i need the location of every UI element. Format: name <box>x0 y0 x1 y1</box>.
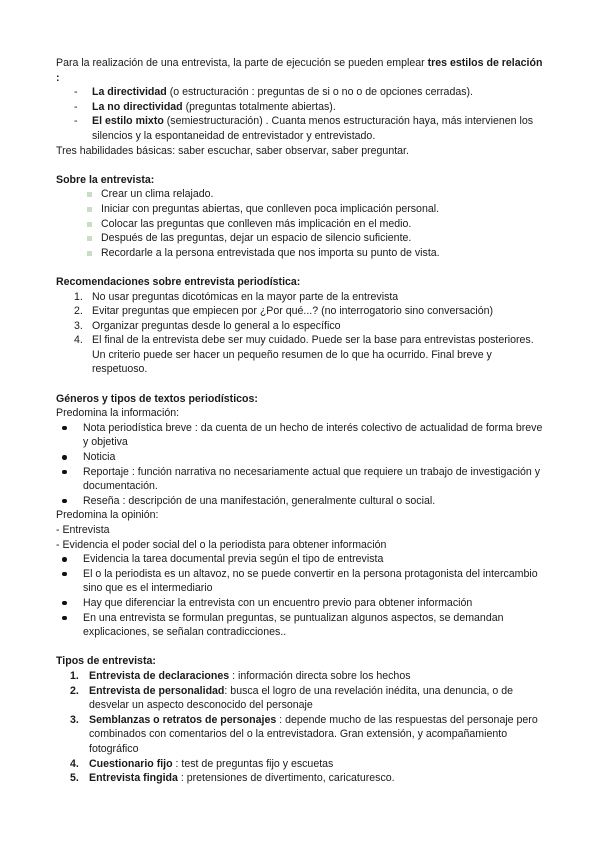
list-item: - La no directividad (preguntas totalmente abiertas). <box>74 100 336 113</box>
bullet-icon <box>62 426 67 431</box>
square-bullet-icon <box>87 222 92 227</box>
list-item: Reseña : descripción de una manifestación, generalmente cultural o social. <box>56 494 548 509</box>
list-item: Recordarle a la persona entrevistada que nos importa su punto de vista. <box>56 246 548 261</box>
list-item: Nota periodística breve : da cuenta de un hecho de interés colectivo de actualidad de forma breve y objetiva <box>56 421 548 450</box>
list-item: En una entrevista se formulan preguntas, se puntualizan algunos aspectos, se demandan explicaciones, se señalan contradicciones.. <box>56 611 548 640</box>
list-item: Después de las preguntas, dejar un espacio de silencio suficiente. <box>56 231 548 246</box>
list-item: Noticia <box>56 450 548 465</box>
list-item: 2. Entrevista de personalidad: busca el logro de una revelación inédita, una denuncia, o de desvelar un aspecto desconocido del personaje <box>70 684 514 712</box>
list-item: - La directividad (o estructuración : preguntas de si o no o de opciones cerradas). <box>74 86 473 99</box>
bullet-icon <box>62 499 67 504</box>
square-bullet-icon <box>87 192 92 197</box>
list-item: 2. Evitar preguntas que empiecen por ¿Por qué...? (no interrogatorio sino conversación) <box>74 305 494 318</box>
section-heading-tipos: Tipos de entrevista: <box>56 655 156 668</box>
list-item: - El estilo mixto (semiestructuración) . Cuanta menos estructuración haya, más intervienen los silencios y la espontaneidad de entrevistador y entrevistado. <box>74 115 534 142</box>
bullet-icon <box>62 601 67 606</box>
list-item: Colocar las preguntas que conlleven más implicación en el medio. <box>56 217 548 232</box>
list-item: 1. Entrevista de declaraciones : información directa sobre los hechos <box>70 669 411 682</box>
list-item: Iniciar con preguntas abiertas, que conlleven poca implicación personal. <box>56 202 548 217</box>
intro-bold: tres estilos de relación : <box>56 57 543 84</box>
sobre-list <box>56 187 548 260</box>
opinion-line: - Evidencia el poder social del o la periodista para obtener información <box>56 538 387 551</box>
recomendaciones-list <box>56 290 548 378</box>
opinion-line: - Entrevista <box>56 524 110 536</box>
list-item: Evidencia la tarea documental previa según el tipo de entrevista <box>56 552 548 567</box>
tipos-list <box>56 669 548 786</box>
info-list <box>56 421 548 509</box>
list-item: 5. Entrevista fingida : pretensiones de divertimento, caricaturesco. <box>70 772 395 785</box>
bullet-icon <box>62 572 67 577</box>
square-bullet-icon <box>87 236 92 241</box>
opinion-list <box>56 552 548 640</box>
opinion-label: Predomina la opinión: <box>56 509 159 522</box>
section-heading-recomendaciones: Recomendaciones sobre entrevista periodística: <box>56 275 301 288</box>
info-label: Predomina la información: <box>56 407 180 420</box>
bullet-icon <box>62 616 67 621</box>
list-item: 4. Cuestionario fijo : test de preguntas fijo y escuetas <box>70 757 334 770</box>
list-item: 3. Semblanzas o retratos de personajes : depende mucho de las respuestas del personaje pero combinados con comentarios del o la entrevistadora. Gran extensión, y acompañamiento fotográfico <box>70 713 538 755</box>
list-item: 4. El final de la entrevista debe ser muy cuidado. Puede ser la base para entrevistas posteriores. Un criterio puede ser hacer un pequeño resumen de lo que ha ocurrido. Final breve y respetuoso. <box>74 334 534 376</box>
bullet-icon <box>62 470 67 475</box>
list-item: Hay que diferenciar la entrevista con un encuentro previo para obtener información <box>56 596 548 611</box>
bullet-icon <box>62 455 67 460</box>
square-bullet-icon <box>87 207 92 212</box>
section-heading-generos: Géneros y tipos de textos periodísticos: <box>56 392 258 405</box>
styles-list <box>56 85 548 143</box>
list-item: 3. Organizar preguntas desde lo general a lo específico <box>74 319 341 332</box>
list-item: El o la periodista es un altavoz, no se puede convertir en la persona protagonista del intercambio sino que es el intermediario <box>56 567 548 596</box>
list-item: 1. No usar preguntas dicotómicas en la mayor parte de la entrevista <box>74 290 399 303</box>
skills-line: Tres habilidades básicas: saber escuchar, saber observar, saber preguntar. <box>56 144 409 157</box>
list-item: Crear un clima relajado. <box>56 187 548 202</box>
document-page <box>56 56 548 786</box>
bullet-icon <box>62 557 67 562</box>
square-bullet-icon <box>87 251 92 256</box>
intro-paragraph: Para la realización de una entrevista, la parte de ejecución se pueden emplear tres estilos de relación : <box>56 57 543 84</box>
section-heading-sobre: Sobre la entrevista: <box>56 173 155 186</box>
list-item: Reportaje : función narrativa no necesariamente actual que requiere un trabajo de investigación y documentación. <box>56 465 548 494</box>
